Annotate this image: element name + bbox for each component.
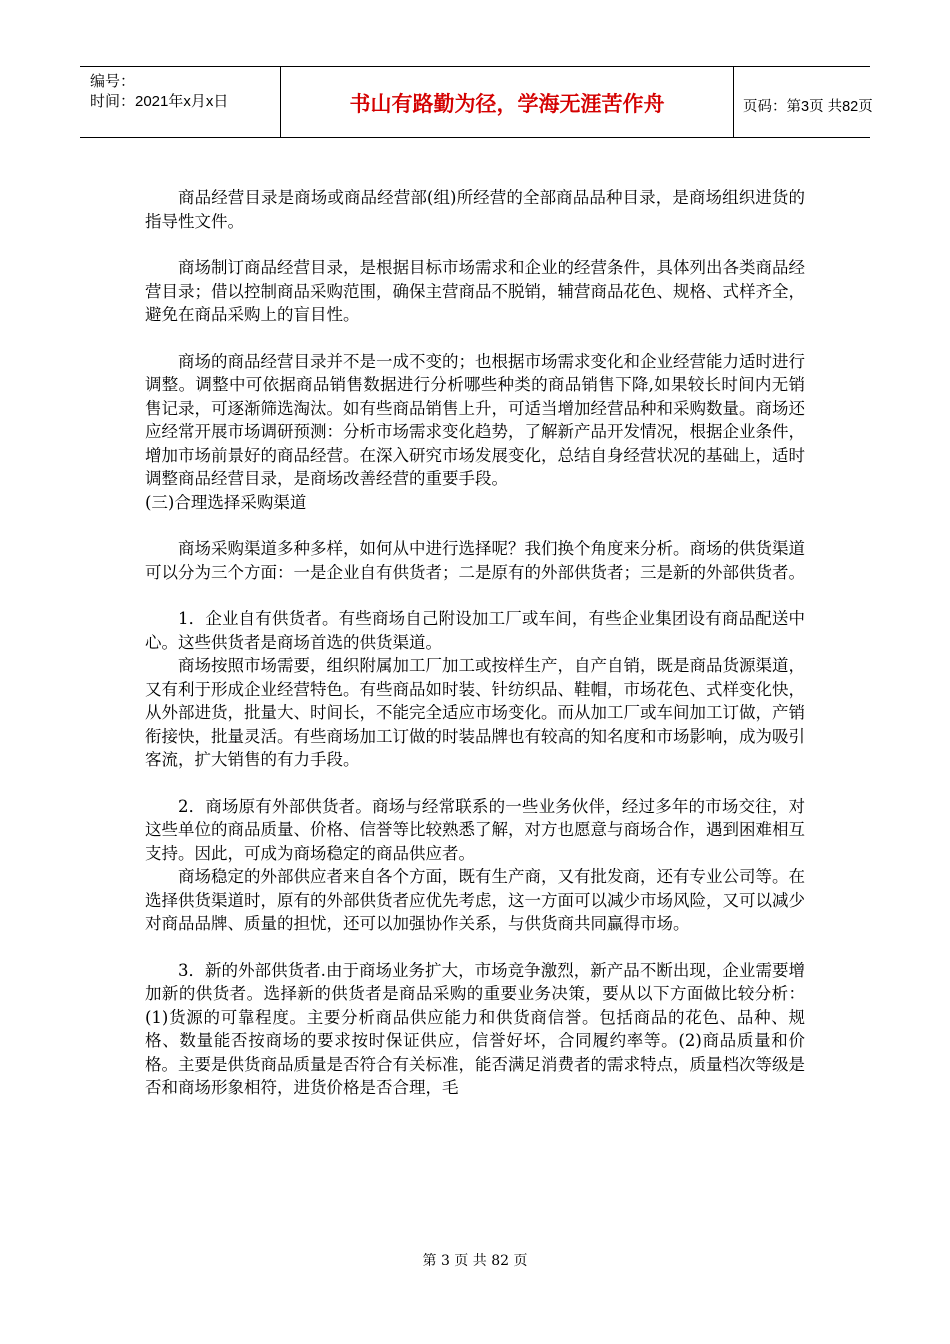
paragraph: 商场稳定的外部供应者来自各个方面，既有生产商，又有批发商，还有专业公司等。在选择供货渠道时，原有的外部供货者应优先考虑，这一方面可以减少市场风险，又可以减少对商品品牌、质量的担忧，还可以加强协作关系，与供货商共同赢得市场。 [145, 867, 805, 933]
page-number-info: 页码：第3页 共82页 [743, 99, 873, 115]
paragraph: 商场的商品经营目录并不是一成不变的；也根据市场需求变化和企业经营能力适时进行调整。调整中可依据商品销售数据进行分析哪些种类的商品销售下降,如果较长时间内无销售记录，可逐渐筛选淘汰。如有些商品销售上升，可适当增加经营品种和采购数量。商场还应经常开展市场调研预测：分析市场需求变化趋势，了解新产品开发情况，根据企业条件，增加市场前景好的商品经营。在深入研究市场发展变化，总结自身经营状况的基础上，适时调整商品经营目录，是商场改善经营的重要手段。 [145, 351, 805, 488]
motto-text: 书山有路勤为径，学海无涯苦作舟 [349, 92, 665, 116]
header-page-cell [733, 67, 873, 137]
header-motto-cell [280, 67, 734, 137]
paragraph: 2．商场原有外部供货者。商场与经常联系的一些业务伙伴，经过多年的市场交往，对这些单位的商品质量、价格、信誉等比较熟悉了解，对方也愿意与商场合作，遇到困难相互支持。因此，可成为商场稳定的商品供应者。 [145, 796, 805, 863]
paragraph: 商品经营目录是商场或商品经营部(组)所经营的全部商品品种目录，是商场组织进货的指导性文件。 [145, 188, 805, 231]
document-body [145, 186, 805, 1100]
paragraph: 1．企业自有供货者。有些商场自己附设加工厂或车间，有些企业集团设有商品配送中心。这些供货者是商场首选的供货渠道。 [145, 609, 805, 652]
document-date-label: 时间：2021年x月x日 [90, 93, 229, 110]
paragraph: 商场按照市场需要，组织附属加工厂加工或按样生产，自产自销，既是商品货源渠道，又有利于形成企业经营特色。有些商品如时装、针纺织品、鞋帽，市场花色、式样变化快，从外部进货，批量大、时间长，不能完全适应市场变化。而从加工厂或车间加工订做，产销衔接快，批量灵活。有些商场加工订做的时装品牌也有较高的知名度和市场影响，成为吸引客流，扩大销售的有力手段。 [145, 656, 805, 769]
header-meta-cell [80, 67, 280, 137]
paragraph: 3．新的外部供货者.由于商场业务扩大，市场竞争激烈，新产品不断出现，企业需要增加新的供货者。选择新的供货者是商品采购的重要业务决策，要从以下方面做比较分析：(1)货源的可靠程度。主要分析商品供应能力和供货商信誉。包括商品的花色、品种、规格、数量能否按商场的要求按时保证供应，信誉好坏，合同履约率等。(2)商品质量和价格。主要是供货商品质量是否符合有关标准，能否满足消费者的需求特点，质量档次等级是否和商场形象相符，进货价格是否合理，毛 [145, 960, 805, 1097]
paragraph: 商场采购渠道多种多样，如何从中进行选择呢？我们换个角度来分析。商场的供货渠道可以分为三个方面：一是企业自有供货者；二是原有的外部供货者；三是新的外部供货者。 [145, 539, 805, 582]
paragraph: 商场制订商品经营目录，是根据目标市场需求和企业的经营条件，具体列出各类商品经营目录；借以控制商品采购范围，确保主营商品不脱销，辅营商品花色、规格、式样齐全，避免在商品采购上的盲目性。 [145, 258, 805, 324]
page-footer: 第 3 页 共 82 页 [422, 1253, 528, 1269]
page-header [80, 66, 873, 138]
document-number-label: 编号： [90, 73, 136, 90]
section-heading: (三)合理选择采购渠道 [145, 492, 307, 512]
